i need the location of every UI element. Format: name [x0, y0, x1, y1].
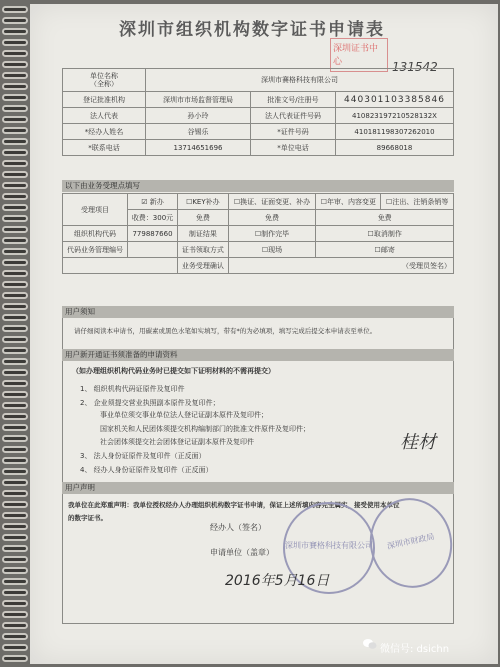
handwritten-serial-number: 131542: [392, 60, 438, 74]
binding-ring: [2, 369, 28, 376]
material-item-2b: 国家机关和人民团体须提交机构编制部门的批准文件原件及复印件；: [100, 425, 310, 433]
binding-ring: [2, 468, 28, 475]
label-org-phone: *单位电话: [251, 140, 336, 156]
item-cancel: ☐注出、注销条销等: [381, 194, 454, 210]
item-change: ☐换证、证面变更、补办: [228, 194, 316, 210]
company-seal: 深圳市賽格科技有限公司: [283, 502, 375, 594]
fee-free-2: 免费: [228, 210, 316, 226]
result-cancel: ☐取消制作: [316, 226, 454, 242]
binding-ring: [2, 193, 28, 200]
binding-ring: [2, 28, 28, 35]
material-item-2a: 事业单位须交事业单位法人登记证副本原件及复印件；: [100, 411, 268, 419]
binding-ring: [2, 237, 28, 244]
material-item-1: 1、 组织机构代码证原件及复印件: [80, 385, 185, 393]
material-item-3: 3、 法人身份证原件及复印件（正反面）: [80, 452, 206, 460]
handwritten-date: 2016年5月16日: [225, 573, 330, 589]
blank-cell: [63, 258, 178, 274]
label-pickup: 证书领取方式: [178, 242, 229, 258]
binding-ring: [2, 578, 28, 585]
materials-header: 用户新开通证书须准备的申请资料: [62, 349, 454, 361]
value-phone: 13714651696: [146, 140, 251, 156]
label-items: 受理项目: [63, 194, 128, 226]
binding-ring: [2, 479, 28, 486]
declaration-header: 用户声明: [62, 482, 454, 494]
binding-ring: [2, 622, 28, 629]
value-operator-number: [128, 242, 178, 258]
handwritten-signature: 桂材: [400, 432, 436, 453]
binding-ring: [2, 138, 28, 145]
binding-ring: [2, 490, 28, 497]
binding-ring: [2, 72, 28, 79]
organization-info-table: [62, 68, 454, 156]
binding-ring: [2, 644, 28, 651]
binding-ring: [2, 435, 28, 442]
binding-ring: [2, 600, 28, 607]
handler-sign-label: 经办人（签名）: [210, 523, 266, 532]
binding-ring: [2, 105, 28, 112]
material-item-2: 2、 企业须提交营业执照副本原件及复印件；: [80, 399, 220, 407]
label-operator-number: 代码业务管理编号: [63, 242, 128, 258]
binding-ring: [2, 83, 28, 90]
table-row: [63, 124, 454, 140]
materials-subheader: （如办理组织机构代码业务时已提交如下证明材料的不需再提交）: [72, 367, 275, 375]
form-title: 深圳市组织机构数字证书申请表: [119, 20, 385, 40]
binding-ring: [2, 204, 28, 211]
declaration-text-1: 我单位在此郑重声明：我单位授权经办人办理组织机构数字证书申请，保证上述所填内容完全属实，接受使用本单位: [68, 501, 400, 509]
applicant-seal-label: 申请单位（盖章）: [210, 548, 274, 557]
binding-ring: [2, 424, 28, 431]
binding-ring: [2, 413, 28, 420]
binding-ring: [2, 545, 28, 552]
binding-ring: [2, 50, 28, 57]
binding-ring: [2, 149, 28, 156]
value-registration-authority: 深圳市市场监督管理局: [146, 92, 251, 108]
binding-ring: [2, 402, 28, 409]
notice-text: 请仔细阅读本申请书，用碳素或黑色水笔如实填写，带有*的为必填项，填写完成后提交本申请表至单位。: [74, 327, 377, 335]
table-row: [63, 140, 454, 156]
binding-ring: [2, 182, 28, 189]
value-legal-rep: 孙小玲: [146, 108, 251, 124]
label-result: 制证结果: [178, 226, 229, 242]
material-item-4: 4、 经办人身份证原件及复印件（正反面）: [80, 466, 213, 474]
binding-ring: [2, 391, 28, 398]
binding-ring: [2, 611, 28, 618]
pickup-mail: ☐邮寄: [316, 242, 454, 258]
binding-ring: [2, 94, 28, 101]
binding-ring: [2, 457, 28, 464]
label-confirm: 业务受理确认: [178, 258, 229, 274]
label-registration-number: 批准文号/注册号: [251, 92, 336, 108]
label-legal-rep: 法人代表: [63, 108, 146, 124]
signer-note: （受理员签名）: [228, 258, 453, 274]
value-handler-name: 谷锡乐: [146, 124, 251, 140]
value-org-code: 779887660: [128, 226, 178, 242]
binding-ring: [2, 325, 28, 332]
material-item-2c: 社会团体须提交社会团体登记证副本原件及复印件: [100, 438, 254, 446]
binding-ring: [2, 17, 28, 24]
item-new: ☑ 新办: [128, 194, 178, 210]
binding-ring: [2, 358, 28, 365]
binding-ring: [2, 292, 28, 299]
label-handler-name: *经办人姓名: [63, 124, 146, 140]
binding-ring: [2, 116, 28, 123]
item-annual: ☐年审、内容变更: [316, 194, 381, 210]
finance-seal: 深圳市財政局: [362, 490, 461, 595]
binding-ring: [2, 160, 28, 167]
binding-ring: [2, 259, 28, 266]
binding-ring: [2, 314, 28, 321]
value-registration-number: 440301103385846: [336, 92, 454, 108]
fee-free-3: 免费: [316, 210, 454, 226]
binding-ring: [2, 226, 28, 233]
wechat-watermark: 微信号: dsichn: [380, 644, 450, 655]
binding-ring: [2, 567, 28, 574]
table-row: [63, 69, 454, 92]
table-row: [63, 226, 454, 242]
wechat-icon: [363, 638, 377, 650]
table-row: [63, 92, 454, 108]
binding-ring: [2, 446, 28, 453]
fee: 收费：300元: [128, 210, 178, 226]
label-org-name: 单位名称 （全称）: [63, 69, 146, 92]
value-legal-rep-id: 410823197210528132X: [336, 108, 454, 124]
binding-ring: [2, 270, 28, 277]
binding-ring: [2, 523, 28, 530]
declaration-text-2: 的数字证书。: [68, 514, 107, 522]
label-legal-rep-id: 法人代表证件号码: [251, 108, 336, 124]
table-row: [63, 108, 454, 124]
binding-ring: [2, 281, 28, 288]
spiral-binding: [2, 0, 28, 667]
binding-ring: [2, 6, 28, 13]
result-done: ☐制作完毕: [228, 226, 316, 242]
value-handler-id: 410181198307262010: [336, 124, 454, 140]
binding-ring: [2, 534, 28, 541]
handling-section-header: 以下由业务受理点填写: [62, 180, 454, 192]
fee-free-1: 免费: [178, 210, 229, 226]
binding-ring: [2, 501, 28, 508]
binding-ring: [2, 336, 28, 343]
binding-ring: [2, 633, 28, 640]
binding-ring: [2, 61, 28, 68]
binding-ring: [2, 347, 28, 354]
binding-ring: [2, 303, 28, 310]
binding-ring: [2, 512, 28, 519]
certificate-center-stamp-box: 深圳证书中心: [330, 38, 388, 72]
binding-ring: [2, 39, 28, 46]
binding-ring: [2, 556, 28, 563]
handling-table: [62, 193, 454, 274]
label-phone: *联系电话: [63, 140, 146, 156]
notice-header: 用户须知: [62, 306, 454, 318]
pickup-onsite: ☐现场: [228, 242, 316, 258]
binding-ring: [2, 589, 28, 596]
binding-ring: [2, 380, 28, 387]
binding-ring: [2, 248, 28, 255]
value-org-phone: 89668018: [336, 140, 454, 156]
binding-ring: [2, 655, 28, 662]
label-registration-authority: 登记批准机构: [63, 92, 146, 108]
table-row: [63, 194, 454, 210]
label-handler-id: *证件号码: [251, 124, 336, 140]
item-key: ☐KEY补办: [178, 194, 229, 210]
binding-ring: [2, 127, 28, 134]
value-org-name: 深圳市賽格科技有限公司: [146, 69, 454, 92]
binding-ring: [2, 171, 28, 178]
table-row: [63, 258, 454, 274]
binding-ring: [2, 215, 28, 222]
table-row: [63, 242, 454, 258]
label-org-code: 组织机构代码: [63, 226, 128, 242]
